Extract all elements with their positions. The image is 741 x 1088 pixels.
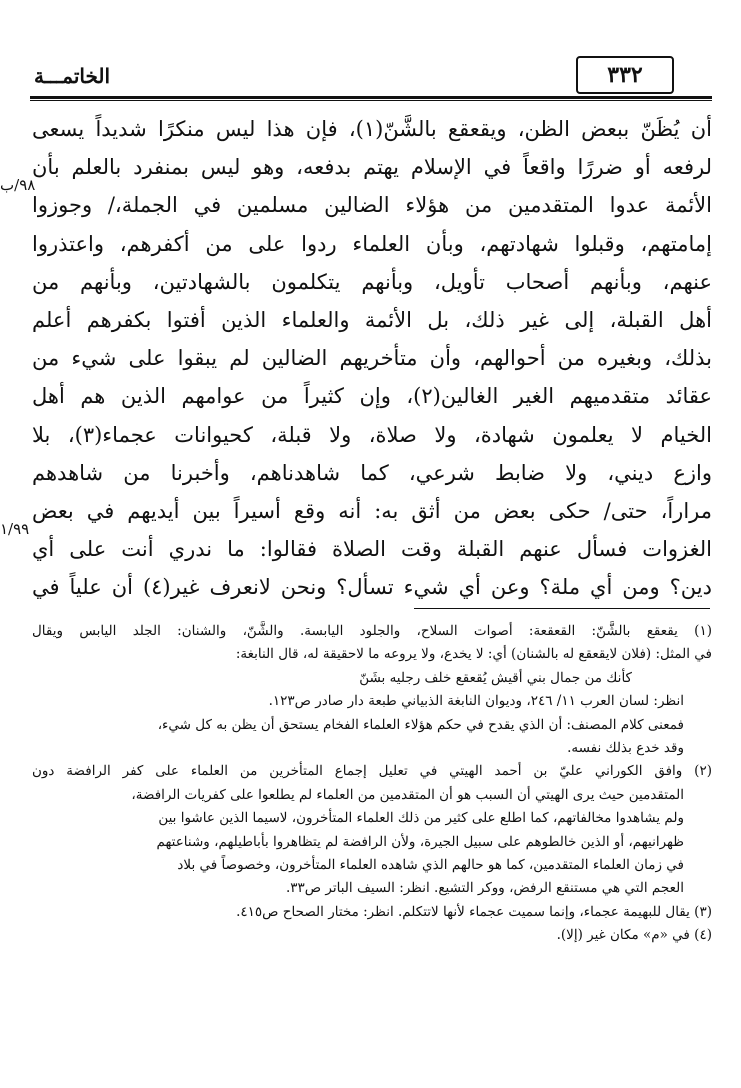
footnote-line: في المثل: (فلان لايقعقع له بالشنان) أي: لا يخدع، ولا يروعه ما لاحقيقة له، قال النابغة:: [235, 646, 712, 663]
text-line: عنهم، وبأنهم أصحاب تأويل، وبأنهم يتكلمون بالشهادتين، وبأنهم من: [32, 269, 712, 294]
text-line: أهل القبلة، إلى غير ذلك، بل الأئمة والعلماء الذين أفتوا بكفرهم أعلم: [32, 307, 712, 332]
footnote-separator: [414, 608, 710, 609]
footnote-line: في زمان العلماء المتقدمين، كما هو حالهم الذي شاهده العلماء المتأخرون، وخصوصاً في بلاد: [177, 856, 684, 873]
text-line: دين؟ ومن أي ملة؟ وعن أي شيء تسأل؟ ونحن لانعرف غير(٤) أن علياً في: [32, 575, 712, 600]
text-line: الخيام لا يعلمون شهادة، ولا صلاة، ولا قبلة، كحيوانات عجماء(٣)، بلا: [32, 422, 712, 447]
text-line: أن يُظَنّ ببعض الظن، ويقعقع بالشَّنّ(١)، فإن هذا ليس منكرًا شديداً يسعى: [32, 117, 712, 141]
text-line: إمامتهم، وقبلوا شهادتهم، وبأن العلماء ردوا على من أكفرهم، واعتذروا: [32, 231, 712, 256]
margin-folio-ref: ١/٩٩: [0, 520, 30, 538]
header-rule: [30, 96, 712, 99]
footnote-line: ولم يشاهدوا مخالفاتهم، كما اطلع على كثير من ذلك العلماء المتأخرون، لاسيما الذين عاشوا بين: [158, 810, 684, 827]
footnote-line: وقد خدع بذلك نفسه.: [567, 739, 684, 756]
footnote-line: (١) يقعقع بالشَّنّ: القعقعة: أصوات السلاح، والجلود اليابسة. والشَّنّ، والشنان: الجلد اليابس ويقال: [32, 623, 712, 639]
text-line: الأئمة عدوا المتقدمين من هؤلاء الضالين مسلمين في الجملة،/ وجوزوا: [32, 193, 712, 218]
header-rule-thin: [30, 100, 712, 101]
page-header: [30, 56, 710, 96]
footnote-verse: كأنك من جمال بني أقيش يُقعقع خلف رجليه بشَنّ: [359, 669, 632, 686]
footnote-line: ظهرانيهم، أو الذين خالطوهم على سبيل الجيرة، ولأن الرافضة لم يتظاهروا بأباطيلهم، وشناعتهم: [156, 833, 684, 850]
text-line: الغزوات فسأل عنهم القبلة وقت الصلاة فقالوا: ما ندري أنت على أي: [32, 537, 712, 562]
footnotes: [32, 620, 712, 947]
text-line: وازع ديني، ولا ضابط شرعي، كما شاهدناهم، وأخبرنا من شاهدهم: [32, 460, 712, 485]
text-line: بذلك، وبغيره من أحوالهم، وأن متأخريهم الضالين لم يبقوا على شيء من: [32, 346, 712, 371]
footnote-line: المتقدمين حيث يرى الهيتي أن السبب هو أن المتقدمين من العلماء لم يطلعوا على كفريات الرافضة،: [131, 786, 684, 803]
footnote-line: العجم التي هي مستنقع الرفض، ووكر التشيع. انظر: السيف الباتر ص٣٣.: [285, 880, 684, 897]
footnote-line: انظر: لسان العرب ١١/ ٢٤٦، وديوان النابغة الذبياني طبعة دار صادر ص١٢٣.: [268, 693, 684, 710]
footnote-line: (٣) يقال للبهيمة عجماء، وإنما سميت عجماء لأنها لاتتكلم. انظر: مختار الصحاح ص٤١٥.: [236, 903, 712, 920]
text-line: لرفعه أو ضررًا واقعاً في الإسلام يهتم بدفعه، وهو ليس بمنفرد بالعلم بأن: [32, 155, 712, 180]
text-line: مراراً، حتى/ حكى بعض من أثق به: أنه وقع أسيراً بين أيديهم في بعض: [32, 498, 712, 523]
margin-folio-ref: ٩٨/ب: [0, 176, 36, 194]
main-text: [32, 110, 712, 606]
footnote-line: فمعنى كلام المصنف: أن الذي يقدح في حكم هؤلاء العلماء الفخام يستحق أن يظن به كل شيء،: [157, 716, 684, 733]
page-number: ٣٣٢: [576, 56, 674, 94]
chapter-title: الخاتمـــة: [34, 64, 111, 88]
text-line: عقائد متقدميهم الغير الغالين(٢)، وإن كثيراً من عوامهم الذين هم أهل: [32, 384, 712, 409]
footnote-line: (٢) وافق الكوراني عليّ بن أحمد الهيتي في تعليل إجماع المتأخرين من العلماء على كفر الرافضة دون: [32, 763, 712, 780]
footnote-line: (٤) في «م» مكان غير (إلا).: [556, 927, 712, 944]
